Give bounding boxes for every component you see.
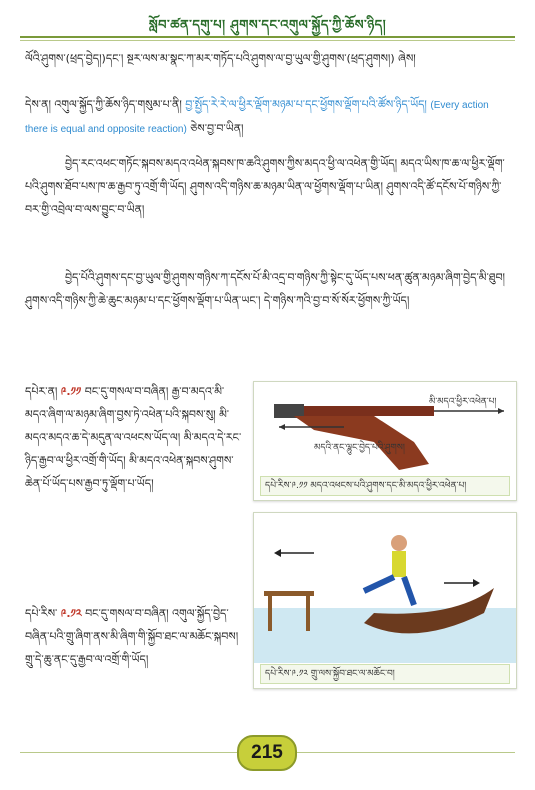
boat-illustration	[254, 513, 516, 663]
body-paragraph-1: བྱེད་རང་འཕང་གཏོང་སྐབས་མདའ་འཕེན་སྐབས་ཁ་ཆའི་ཤུགས་ཀྱིས་མདའ་ཕྱི་ལ་འཕེན་གྱི་ཡོད། མདའ་ཡིས་ཁ་ཆ་ལ་ཕྱིར་ལྡོག་པའི་ཤུགས་ཐོབ་པས་ཁ་ཆ་རྒྱབ་ཏུ་འགྲོ་གི་ཡོད། ཤུགས་འདི་གཉིས་ཆ་མཉམ་ཡིན་ལ་ཕྱོགས་ལྡོག་པ་ཡིན། ཤུགས་འདི་ཚོ་དངོས་པོ་གཉིས་ཀྱི་བར་གྱི་འབྲེལ་བ་ལས་བྱུང་བ་ཡིན།	[25, 157, 505, 216]
example-2-label: དཔེ་རིས་	[25, 607, 58, 620]
law-prefix: དེས་ན། འགུལ་སྐྱོད་ཀྱི་ཆོས་ཉིད་གསུམ་པ་ནི།	[25, 98, 182, 111]
dock-leg-2	[306, 596, 310, 631]
figure-1-caption: དཔེ་རིས་༩.༡༡ མདའ་འཕངས་པའི་ཤུགས་དང་མི་མདའ་ཕྱིར་འཕེན་པ།	[260, 476, 510, 496]
intro-line-1b: ཞེས།	[398, 52, 416, 65]
example-1	[25, 380, 245, 495]
person-head	[391, 535, 407, 551]
law-english: (Every action there is equal and opposite reaction)	[25, 100, 489, 135]
figure-gun-recoil	[253, 381, 517, 501]
header-rule-thin	[20, 40, 515, 41]
figure-boat-jump	[253, 512, 517, 689]
dock-top	[264, 591, 314, 596]
person-leg-back	[404, 577, 414, 605]
example-1-text: བང་དུ་གསལ་བ་བཞིན། རྒྱ་བ་མདའ་མི་མདའ་ཞིག་ལ་མཉམ་ཞིག་བྱས་ཏེ་འཕེན་པའི་སྐབས་སུ། མི་མདའ་མདའ་ཆ་དེ་མདུན་ལ་འཕངས་ཡོད་ལ། མི་མདའ་དེ་རང་ཉིད་རྒྱབ་ལ་ཕྱིར་འགྲོ་གི་ཡོད། མི་མདའ་འཕེན་སྐབས་ཤུགས་ཆེན་པོ་ཡོད་པས་རྒྱབ་ཏུ་ལྡོག་པ་ཡོད།	[25, 385, 242, 490]
example-1-number: ༩.༡༡	[60, 385, 82, 398]
law-suffix: ཅེས་བྱ་བ་ཡིན།	[190, 121, 244, 135]
gun-barrel	[284, 406, 434, 416]
person-leg-front	[364, 577, 394, 591]
force-arrow-left-head	[279, 424, 285, 430]
jump-arrow-head	[274, 549, 281, 557]
figure-1-label-top: མི་མདའ་ཕྱིར་འཕེན་པ།	[429, 397, 497, 407]
page-number: 215	[237, 735, 297, 771]
intro-line-1: ལོའི་ཤུགས་(ཕྲད་བྱེད།)དང་། སྔར་ལས་མ་སྣང་ཀ་མར་གཏོད་པའི་ཤུགས་ལ་བྱ་ཡུལ་གྱི་ཤུགས་(ཕྲད་ཤུགས།)	[25, 52, 395, 65]
force-arrow-right-head	[498, 408, 504, 414]
example-2-number: ༩.༡༢	[60, 607, 82, 620]
law-tibetan: བྱ་སྤྱོད་རེ་རེ་ལ་ཕྱིར་ལྡོག་མཉམ་པ་དང་ཕྱོགས་ལྡོག་པའི་ཚོས་ཉིད་ཡོད།	[185, 98, 427, 111]
header	[0, 10, 535, 47]
header-rule	[20, 36, 515, 38]
intro-paragraph	[25, 48, 510, 71]
example-2	[25, 602, 245, 671]
dock-leg-1	[268, 596, 272, 631]
example-2-text: བང་དུ་གསལ་བ་བཞིན། འགུལ་སྐྱོད་བྱེད་བཞིན་པའི་གྲུ་ཞིག་ནས་མི་ཞིག་གི་སྐྱོབ་ཐང་ལ་མཆོང་སྐབས། གྲུ་དེ་ཆུ་ནང་དུ་རྒྱབ་ལ་འགྲོ་གི་ཡོད།	[25, 607, 239, 666]
law-statement	[25, 94, 510, 141]
chapter-title: སློབ་ཚན་དགུ་པ། ཤུགས་དང་འགུལ་སྐྱོད་ཀྱི་ཆོས་ཉིད།	[148, 18, 387, 33]
example-1-label: དཔེར་ན།	[25, 385, 58, 398]
figure-2-caption: དཔེ་རིས་༩.༡༢ གྲུ་ལས་སྐྱོབ་ཐང་ལ་མཆོང་བ།	[260, 664, 510, 684]
body-paragraph-2: བྱེད་པོའི་ཤུགས་དང་བྱ་ཡུལ་གྱི་ཤུགས་གཉིས་ཀ་དངོས་པོ་མི་འདྲ་བ་གཉིས་ཀྱི་སྟེང་དུ་ཡོད་པས་ཕན་ཚུན་མཉམ་ཞིག་བྱེད་མི་ཐུབ། ཤུགས་འདི་གཉིས་ཀྱི་ཆེ་ཆུང་མཉམ་པ་དང་ཕྱོགས་ལྡོག་པ་ཡིན་ཡང་། དེ་གཉིས་ཀའི་བྱ་བ་སོ་སོར་ཕྱོགས་ཀྱི་ཡོད།	[25, 271, 505, 307]
gun-bolt	[274, 404, 304, 418]
person-shirt	[392, 551, 406, 577]
figure-1-label-mid: མདའི་ནང་ལྷུང་བྱེད་པའི་ཤུགས།	[314, 443, 405, 453]
boat-arrow-head	[473, 579, 480, 587]
